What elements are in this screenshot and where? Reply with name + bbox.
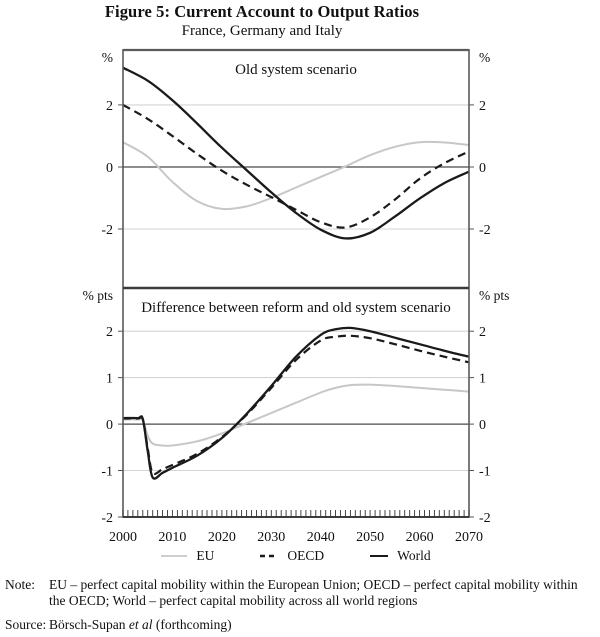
world-line-icon [370, 553, 388, 559]
y-tick-label-left: 1 [106, 371, 113, 387]
legend-label-eu: EU [196, 548, 215, 563]
y-tick-label-right: 0 [479, 161, 486, 176]
y-tick-label-left: 2 [106, 325, 113, 341]
y-unit-right: % [479, 50, 491, 65]
x-tick-label-2070: 2070 [455, 530, 483, 545]
x-axis-minor-ticks [123, 510, 469, 517]
x-axis-labels [109, 530, 483, 545]
y-unit-left: % [101, 50, 113, 65]
eu-line-icon [161, 553, 187, 559]
chart-legend [0, 548, 592, 564]
x-tick-label-2060: 2060 [405, 530, 434, 545]
note-block [5, 577, 595, 610]
source-suffix: (forthcoming) [152, 617, 232, 632]
y-tick-label-left: -1 [101, 464, 113, 480]
y-tick-label-right: -2 [479, 223, 491, 238]
x-tick-label-2030: 2030 [257, 530, 286, 545]
figure-subtitle: France, Germany and Italy [181, 23, 343, 39]
y-tick-label-right: -1 [479, 464, 491, 480]
y-tick-label-right: 2 [479, 98, 486, 114]
source-block [5, 617, 595, 633]
x-tick-label-2050: 2050 [356, 530, 385, 545]
y-tick-label-right: 0 [479, 418, 486, 434]
y-tick-label-right: 1 [479, 371, 486, 387]
y-tick-label-left: 0 [106, 161, 113, 176]
x-tick-label-2010: 2010 [158, 530, 187, 545]
panel-2-title: Difference between reform and old system scenario [141, 300, 451, 316]
source-etal: et al [128, 617, 153, 632]
figure-header [0, 2, 524, 40]
x-tick-label-2020: 2020 [207, 530, 236, 545]
y-tick-label-left: 0 [106, 418, 113, 434]
series-oecd-line [123, 105, 469, 228]
legend-item-eu [161, 548, 214, 564]
source-author: Börsch-Supan [49, 617, 129, 632]
series-world-line [123, 68, 469, 239]
chart-canvas [0, 45, 600, 545]
y-unit-left: % pts [82, 288, 113, 303]
y-tick-label-left: -2 [101, 223, 113, 238]
panel-1-title: Old system scenario [235, 62, 357, 78]
y-tick-label-right: 2 [479, 325, 486, 341]
note-label: Note: [5, 577, 35, 592]
x-tick-label-2040: 2040 [306, 530, 335, 545]
note-text: EU – perfect capital mobility within the European Union; OECD – perfect capital mobility within the OECD; World – perfect capital mobility across all world regions [49, 577, 578, 609]
y-unit-right: % pts [479, 288, 510, 303]
legend-item-world [370, 548, 430, 564]
y-tick-label-left: -2 [101, 511, 113, 526]
y-tick-label-left: 2 [106, 98, 113, 114]
legend-label-world: World [397, 548, 431, 563]
legend-item-oecd [260, 548, 324, 564]
legend-label-oecd: OECD [287, 548, 325, 563]
series-eu-line [123, 385, 469, 446]
source-label: Source: [5, 617, 47, 632]
figure-title: Figure 5: Current Account to Output Ratios [104, 2, 420, 21]
plot-frame [123, 50, 469, 517]
panel-1 [101, 50, 490, 238]
y-tick-label-right: -2 [479, 511, 491, 526]
panel-2 [83, 288, 510, 526]
source-text [49, 617, 595, 633]
oecd-dashed-line-icon [260, 553, 278, 559]
x-tick-label-2000: 2000 [109, 530, 137, 545]
